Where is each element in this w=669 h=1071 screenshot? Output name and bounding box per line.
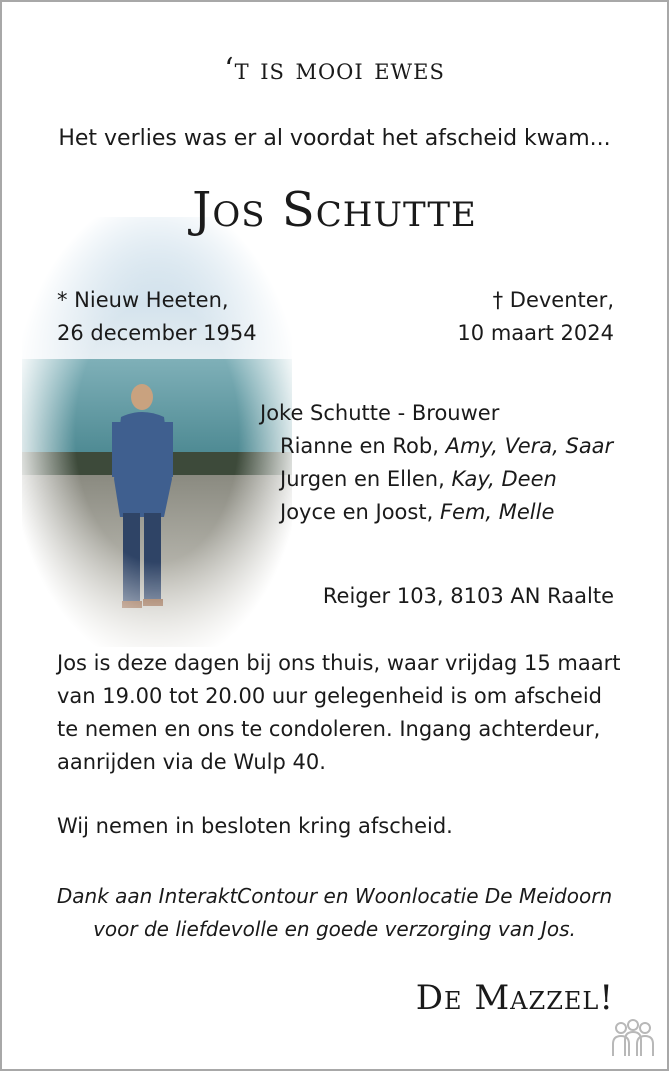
death-info <box>457 284 614 350</box>
body-line: aanrijden via de Wulp 40. <box>57 750 326 774</box>
birth-info <box>57 284 257 350</box>
body-line: te nemen en ons te condoleren. Ingang achterdeur, <box>57 717 601 741</box>
subtitle: Het verlies was er al voordat het afscheid kwam... <box>58 126 611 151</box>
grandchildren-names: Fem, Melle <box>439 500 555 524</box>
people-group-icon <box>609 1018 657 1058</box>
home-address: Reiger 103, 8103 AN Raalte <box>322 584 614 608</box>
thanks-line: voor de liefdevolle en goede verzorging van Jos. <box>93 917 576 941</box>
thanks-text <box>2 880 667 946</box>
death-place: † Deventer, <box>492 288 614 312</box>
family-child-3 <box>280 496 554 529</box>
deceased-name: Jos Schutte <box>192 182 477 238</box>
closing-line: Wij nemen in besloten kring afscheid. <box>57 814 453 838</box>
couple-name: Joyce en Joost, <box>280 500 434 524</box>
signature: De Mazzel! <box>415 978 614 1018</box>
family-child-2 <box>280 463 557 496</box>
visitation-text <box>57 647 627 779</box>
memorial-photo <box>22 217 292 647</box>
birth-place: * Nieuw Heeten, <box>57 288 229 312</box>
couple-name: Rianne en Rob, <box>280 434 439 458</box>
family-spouse: Joke Schutte - Brouwer <box>260 401 500 425</box>
grandchildren-names: Kay, Deen <box>451 467 557 491</box>
couple-name: Jurgen en Ellen, <box>280 467 445 491</box>
body-line: Jos is deze dagen bij ons thuis, waar vrijdag 15 maart <box>57 651 621 675</box>
grandchildren-names: Amy, Vera, Saar <box>445 434 614 458</box>
body-line: van 19.00 tot 20.00 uur gelegenheid is om afscheid <box>57 684 602 708</box>
family-child-1 <box>280 430 613 463</box>
motto: ‘t is mooi ewes <box>224 52 445 87</box>
birth-date: 26 december 1954 <box>57 321 257 345</box>
thanks-line: Dank aan InteraktContour en Woonlocatie De Meidoorn <box>56 884 613 908</box>
death-date: 10 maart 2024 <box>457 321 614 345</box>
